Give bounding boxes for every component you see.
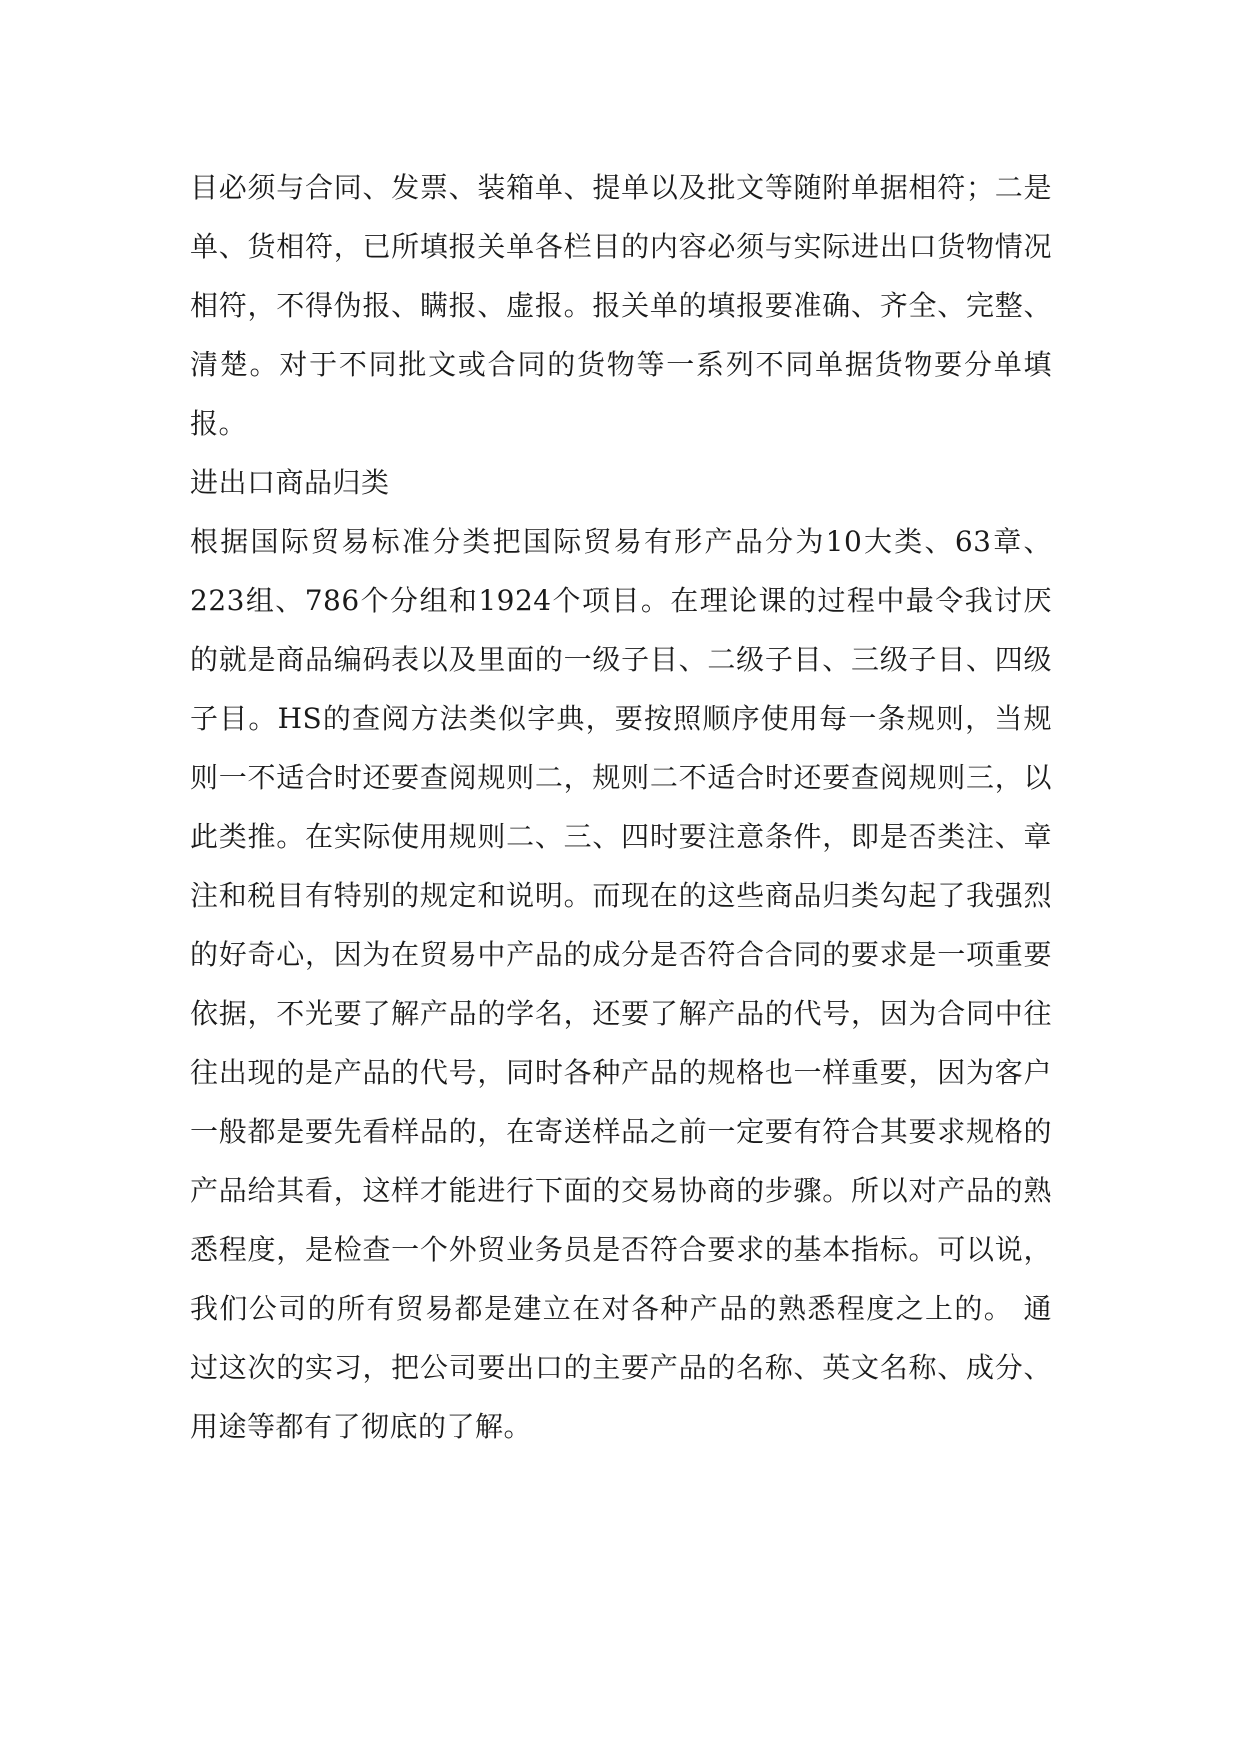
section-heading-commodity-classification: 进出口商品归类 [190, 466, 390, 499]
paragraph-customs-declaration: 目必须与合同、发票、装箱单、提单以及批文等随附单据相符；二是单、货相符，已所填报关单各栏目的内容必须与实际进出口货物情况相符，不得伪报、瞒报、虚报。报关单的填报要准确、齐全、完整、清楚。对于不同批文或合同的货物等一系列不同单据货物要分单填报。 [190, 171, 1052, 440]
paragraph-commodity-classification: 根据国际贸易标准分类把国际贸易有形产品分为10大类、63章、223组、786个分组和1924个项目。在理论课的过程中最令我讨厌的就是商品编码表以及里面的一级子目、二级子目、三级子目、四级子目。HS的查阅方法类似字典，要按照顺序使用每一条规则，当规则一不适合时还要查阅规则二，规则二不适合时还要查阅规则三，以此类推。在实际使用规则二、三、四时要注意条件，即是否类注、章注和税目有特别的规定和说明。而现在的这些商品归类勾起了我强烈的好奇心，因为在贸易中产品的成分是否符合合同的要求是一项重要依据，不光要了解产品的学名，还要了解产品的代号，因为合同中往往出现的是产品的代号，同时各种产品的规格也一样重要，因为客户一般都是要先看样品的，在寄送样品之前一定要有符合其要求规格的产品给其看，这样才能进行下面的交易协商的步骤。所以对产品的熟悉程度，是检查一个外贸业务员是否符合要求的基本指标。可以说，我们公司的所有贸易都是建立在对各种产品的熟悉程度之上的。 通过这次的实习，把公司要出口的主要产品的名称、英文名称、成分、用途等都有了彻底的了解。 [190, 525, 1052, 1443]
document-body [190, 158, 1052, 1456]
